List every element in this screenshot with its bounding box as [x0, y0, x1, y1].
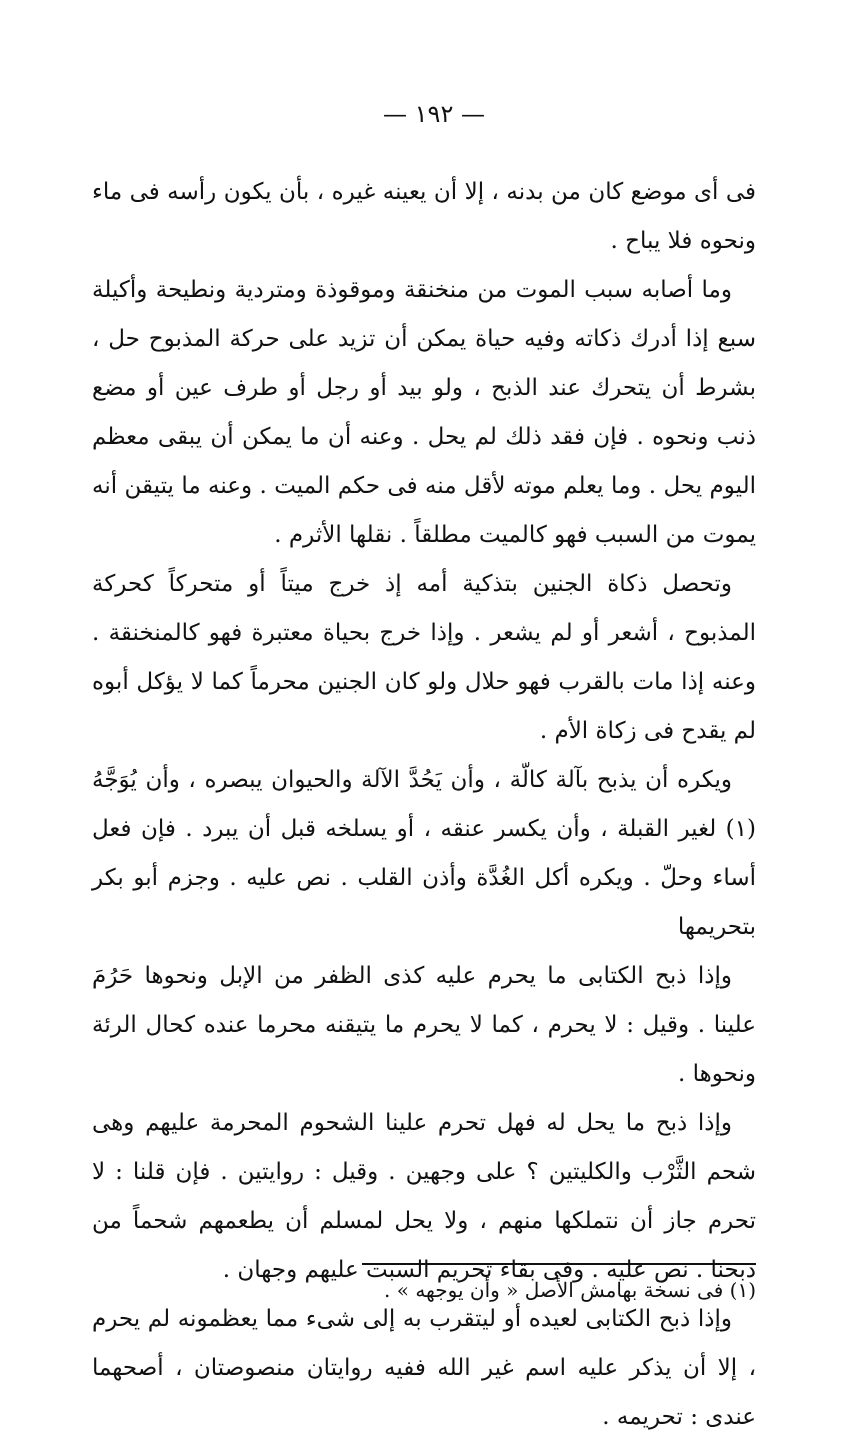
paragraph: وتحصل ذكاة الجنين بتذكية أمه إذ خرج ميتاً أو متحركاً كحركة المذبوح ، أشعر أو لم يشعر . وإذا خرج بحياة معتبرة فهو كالمنخنقة . وعنه إذا مات بالقرب فهو حلال ولو كان الجنين محرماً كما لا يؤكل أبوه لم يقدح فى زكاة الأم . — [92, 571, 756, 744]
paragraph: وما أصابه سبب الموت من منخنقة وموقوذة ومتردية ونطيحة وأكيلة سبع إذا أدرك ذكاته وفيه حياة يمكن أن تزيد على حركة المذبوح حل ، بشرط أن يتحرك عند الذبح ، ولو بيد أو رجل أو طرف عين أو مضع ذنب ونحوه . فإن فقد ذلك لم يحل . وعنه أن ما يمكن أن يبقى معظم اليوم يحل . وما يعلم موته لأقل منه فى حكم الميت . وعنه ما يتيقن أنه يموت من السبب فهو كالميت مطلقاً . نقلها الأثرم . — [92, 277, 756, 548]
document-body — [92, 168, 756, 1442]
footnote: (١) فى نسخة بهامش الأصل « وأن يوجهه » . — [384, 1278, 756, 1302]
paragraph: وإذا ذبح الكتابى ما يحرم عليه كذى الظفر من الإبل ونحوها حَرُمَ علينا . وقيل : لا يحرم ، كما لا يحرم ما يتيقنه محرما عنده كحال الرئة ونحوها . — [92, 963, 756, 1087]
paragraph: ويكره أن يذبح بآلة كالّة ، وأن يَحُدَّ الآلة والحيوان يبصره ، وأن يُوَجَّهُ (١) لغير القبلة ، وأن يكسر عنقه ، أو يسلخه قبل أن يبرد . فإن فعل أساء وحلّ . ويكره أكل الغُدَّة وأذن القلب . نص عليه . وجزم أبو بكر بتحريمها — [92, 767, 756, 940]
paragraph: وإذا ذبح ما يحل له فهل تحرم علينا الشحوم المحرمة عليهم وهى شحم الثَّرْب والكليتين ؟ على وجهين . وقيل : روايتين . فإن قلنا : لا تحرم جاز أن نتملكها منهم ، ولا يحل لمسلم أن يطعمهم شحماً من ذبحنا . نص عليه . وفى بقاء تحريم السبت عليهم وجهان . — [92, 1110, 756, 1283]
paragraph: وإذا ذبح الكتابى لعيده أو ليتقرب به إلى شىء مما يعظمونه لم يحرم ، إلا أن يذكر عليه اسم غير الله ففيه روايتان منصوصتان ، أصحهما عندى : تحريمه . — [92, 1306, 756, 1430]
page-number: — ١٩٢ — — [383, 100, 485, 128]
paragraph: فى أى موضع كان من بدنه ، إلا أن يعينه غيره ، بأن يكون رأسه فى ماء ونحوه فلا يباح . — [92, 179, 756, 254]
footnote-divider — [362, 1263, 756, 1265]
